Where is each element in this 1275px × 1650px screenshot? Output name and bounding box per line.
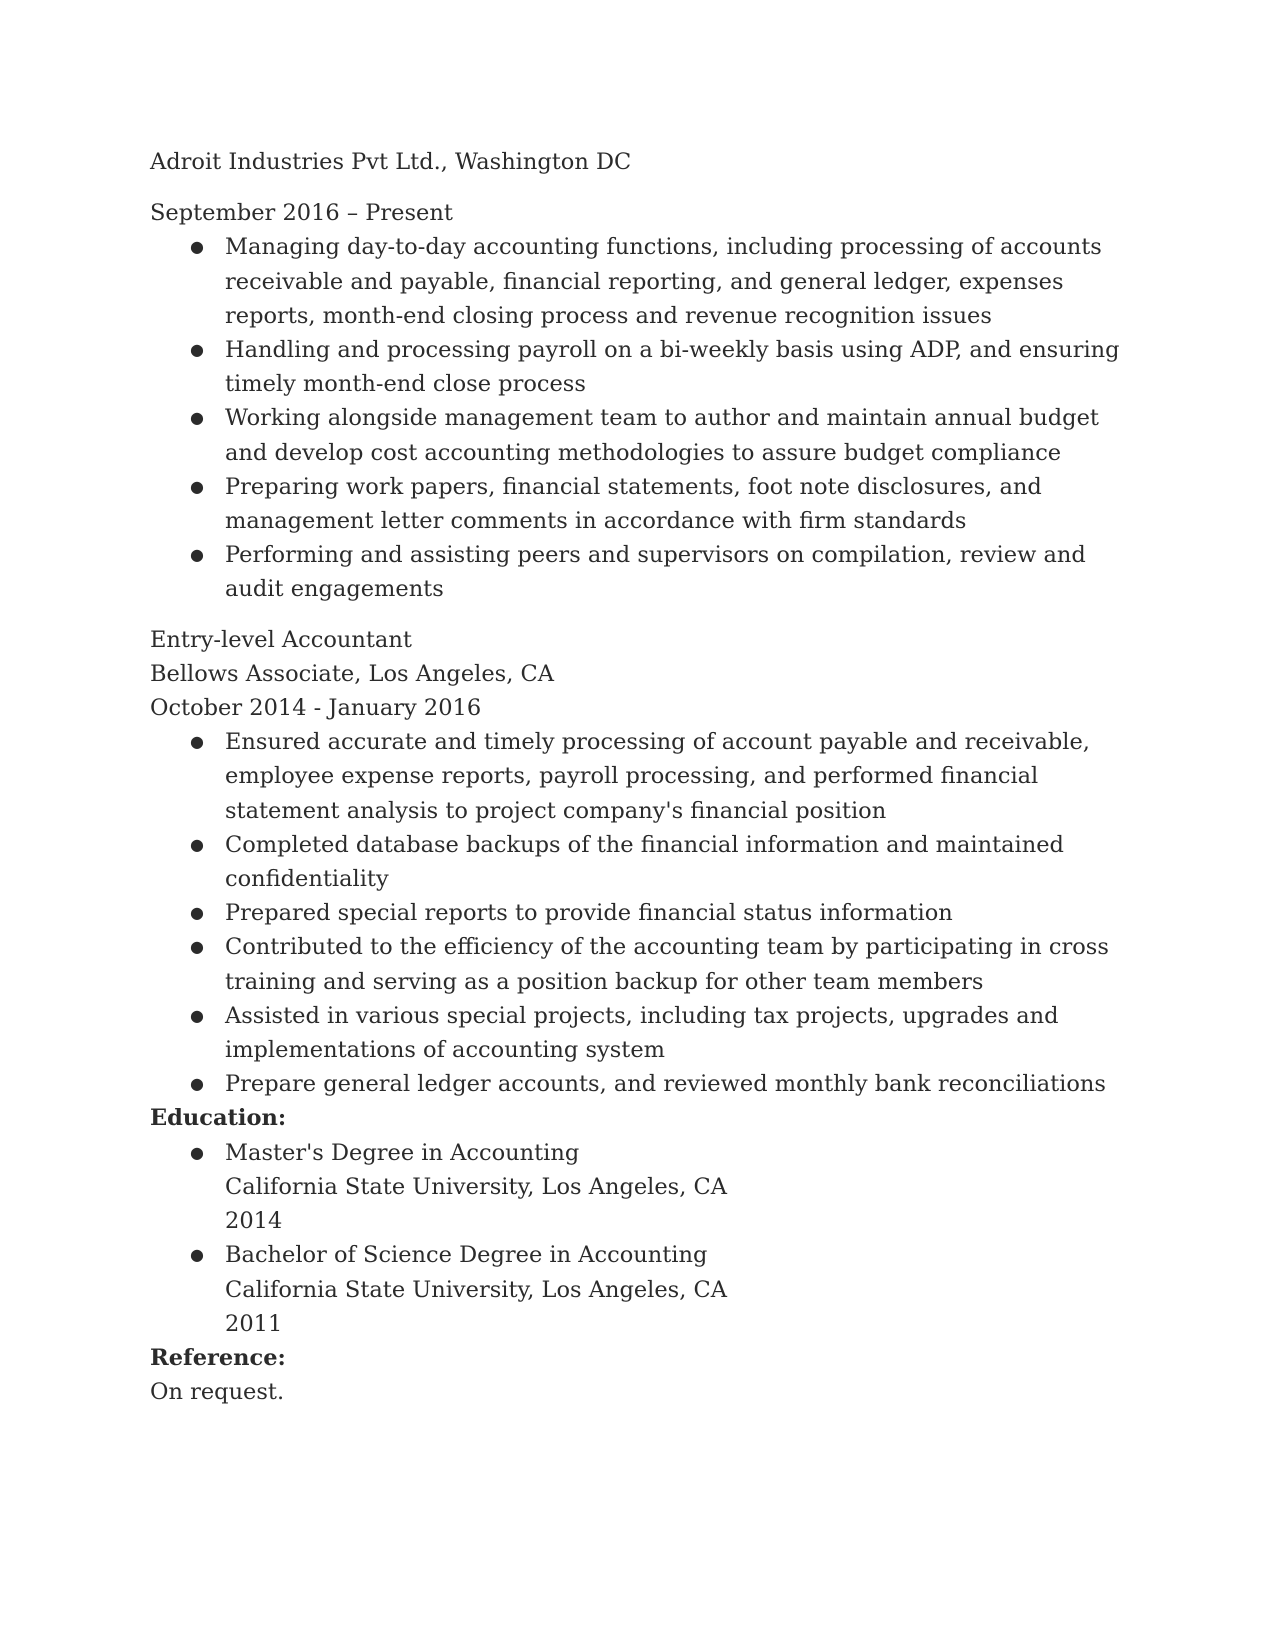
education-item [150, 1238, 1130, 1341]
education-school: California State University, Los Angeles, CA [225, 1173, 727, 1200]
job2-bullet-item [150, 930, 1130, 998]
job2-bullet-text: Ensured accurate and timely processing of account payable and receivable, employee expense reports, payroll processing, and performed financial statement analysis to project company's financial position [225, 729, 1090, 824]
job2-bullet-item [150, 725, 1130, 828]
job2-bullet-text: Prepare general ledger accounts, and reviewed monthly bank reconciliations [225, 1071, 1106, 1098]
job2-dates: October 2014 - January 2016 [150, 695, 482, 722]
resume-content [150, 145, 1130, 1409]
bullet-icon: ● [190, 834, 204, 854]
bullet-icon: ● [190, 732, 204, 752]
education-list [150, 1136, 1130, 1341]
bullet-icon: ● [190, 545, 204, 565]
bullet-icon: ● [190, 1142, 204, 1162]
job2-title: Entry-level Accountant [150, 626, 412, 653]
education-item [150, 1136, 1130, 1239]
reference-text: On request. [150, 1379, 285, 1406]
bullet-icon: ● [190, 1005, 204, 1025]
bullet-icon: ● [190, 237, 204, 257]
job1-bullet-item [150, 230, 1130, 333]
bullet-icon: ● [190, 408, 204, 428]
job1-bullet-text: Handling and processing payroll on a bi-weekly basis using ADP, and ensuring timely month-end close process [225, 337, 1120, 398]
bullet-icon: ● [190, 1074, 204, 1094]
job2-bullet-text: Completed database backups of the financial information and maintained confidentiality [225, 831, 1064, 893]
job2-bullet-text: Contributed to the efficiency of the accounting team by participating in cross training and serving as a position backup for other team members [225, 934, 1109, 995]
education-school: California State University, Los Angeles, CA [225, 1276, 727, 1303]
education-year: 2014 [225, 1208, 283, 1235]
job1-bullet-item [150, 333, 1130, 401]
job2-bullet-item [150, 999, 1130, 1067]
job2-bullet-text: Prepared special reports to provide financial status information [225, 900, 953, 927]
bullet-icon: ● [190, 903, 204, 923]
bullet-icon: ● [190, 476, 204, 496]
job1-company: Adroit Industries Pvt Ltd., Washington DC [150, 149, 632, 175]
bullet-icon: ● [190, 937, 204, 957]
job1-bullet-text: Performing and assisting peers and supervisors on compilation, review and audit engagements [225, 542, 1086, 603]
job1-bullet-text: Working alongside management team to author and maintain annual budget and develop cost accounting methodologies to assure budget compliance [225, 405, 1099, 466]
job2-bullet-item [150, 896, 1130, 930]
job1-bullet-text: Managing day-to-day accounting functions, including processing of accounts receivable and payable, financial reporting, and general ledger, expenses reports, month-end closing process and revenue recognition issues [225, 234, 1102, 329]
education-heading: Education: [150, 1105, 287, 1132]
job1-bullet-list [150, 230, 1130, 606]
education-degree: Bachelor of Science Degree in Accounting [225, 1242, 708, 1269]
job2-company: Bellows Associate, Los Angeles, CA [150, 660, 554, 687]
job2-bullet-item [150, 828, 1130, 896]
job1-bullet-item [150, 538, 1130, 606]
job1-bullet-item [150, 470, 1130, 538]
job2-bullet-list [150, 725, 1130, 1101]
job1-dates: September 2016 – Present [150, 200, 453, 227]
job2-bullet-item [150, 1067, 1130, 1101]
education-degree: Master's Degree in Accounting [225, 1139, 580, 1166]
job1-bullet-text: Preparing work papers, financial statements, foot note disclosures, and management letter comments in accordance with firm standards [225, 473, 1042, 535]
bullet-icon: ● [190, 1245, 204, 1265]
reference-heading: Reference: [150, 1344, 286, 1371]
job1-bullet-item [150, 401, 1130, 469]
education-year: 2011 [225, 1310, 283, 1337]
bullet-icon: ● [190, 340, 204, 360]
job2-bullet-text: Assisted in various special projects, including tax projects, upgrades and implementations of accounting system [225, 1002, 1059, 1064]
